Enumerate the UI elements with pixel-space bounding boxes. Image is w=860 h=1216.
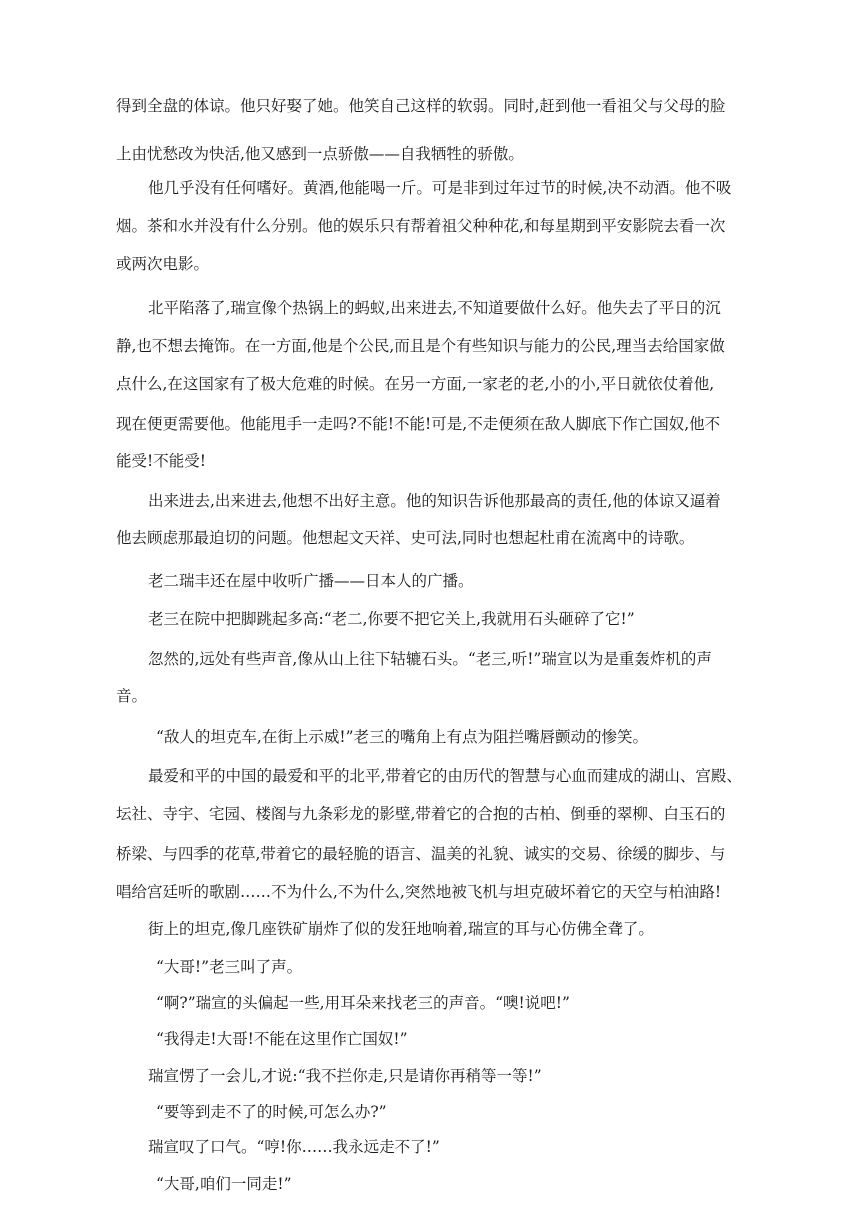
text-line: 出来进去,出来进去,他想不出好主意。他的知识告诉他那最高的责任,他的体谅又逼着 <box>148 492 721 510</box>
text-line: “大哥,咱们一同走!” <box>156 1175 292 1193</box>
text-line: 最爱和平的中国的最爱和平的北平,带着它的由历代的智慧与心血而建成的湖山、宫殿、 <box>148 767 742 785</box>
text-line: 静,也不想去掩饰。在一方面,他是个公民,而且是个有些知识与能力的公民,理当去给国家做 <box>116 337 725 355</box>
text-line: 瑞宣愣了一会儿,才说:“我不拦你走,只是请你再稍等一等!” <box>148 1067 542 1085</box>
text-line: “大哥!”老三叫了声。 <box>156 958 303 976</box>
text-line: 得到全盘的体谅。他只好娶了她。他笑自己这样的软弱。同时,赶到他一看祖父与父母的脸 <box>116 97 726 115</box>
text-line: 上由忧愁改为快活,他又感到一点骄傲——自我牺牲的骄傲。 <box>116 145 524 163</box>
text-line: 音。 <box>116 687 148 705</box>
text-line: 坛社、寺宇、宅园、楼阁与九条彩龙的影壁,带着它的合抱的古柏、倒垂的翠柳、白玉石的 <box>116 805 726 823</box>
text-line: 或两次电影。 <box>116 255 210 273</box>
text-line: 北平陷落了,瑞宣像个热锅上的蚂蚁,出来进去,不知道要做什么好。他失去了平日的沉 <box>148 299 721 317</box>
text-line: “啊?”瑞宣的头偏起一些,用耳朵来找老三的声音。“噢!说吧!” <box>156 994 570 1012</box>
text-line: 瑞宣叹了口气。“哼!你……我永远走不了!” <box>148 1138 440 1156</box>
text-line: 点什么,在这国家有了极大危难的时候。在另一方面,一家老的老,小的小,平日就依仗着他, <box>116 375 715 393</box>
text-line: 现在便更需要他。他能甩手一走吗?不能!不能!可是,不走便须在敌人脚底下作亡国奴,他不 <box>116 415 721 433</box>
text-line: 唱给宫廷听的歌剧……不为什么,不为什么,突然地被飞机与坦克破坏着它的天空与柏油路! <box>116 883 722 901</box>
text-line: 他几乎没有任何嗜好。黄酒,他能喝一斤。可是非到过年过节的时候,决不动酒。他不吸 <box>148 179 732 197</box>
text-line: 烟。茶和水并没有什么分别。他的娱乐只有帮着祖父种种花,和每星期到平安影院去看一次 <box>116 217 726 235</box>
text-line: 桥梁、与四季的花草,带着它的最轻脆的语言、温美的礼貌、诚实的交易、徐缓的脚步、与 <box>116 845 726 863</box>
text-line: 能受!不能受! <box>116 452 206 470</box>
text-line: 街上的坦克,像几座铁矿崩炸了似的发狂地响着,瑞宣的耳与心仿佛全聋了。 <box>148 920 654 938</box>
text-line: 他去顾虑那最迫切的问题。他想起文天祥、史可法,同时也想起杜甫在流离中的诗歌。 <box>116 529 695 547</box>
text-line: 老二瑞丰还在屋中收听广播——日本人的广播。 <box>148 572 474 590</box>
text-line: “我得走!大哥!不能在这里作亡国奴!” <box>156 1030 408 1048</box>
text-line: “敌人的坦克车,在街上示威!”老三的嘴角上有点为阻拦嘴唇颤动的惨笑。 <box>156 728 649 746</box>
text-line: “要等到走不了的时候,可怎么办?” <box>156 1103 387 1121</box>
text-line: 忽然的,远处有些声音,像从山上往下轱辘石头。“老三,听!”瑞宣以为是重轰炸机的声 <box>148 650 712 668</box>
text-line: 老三在院中把脚跳起多高:“老二,你要不把它关上,我就用石头砸碎了它!” <box>148 610 635 628</box>
